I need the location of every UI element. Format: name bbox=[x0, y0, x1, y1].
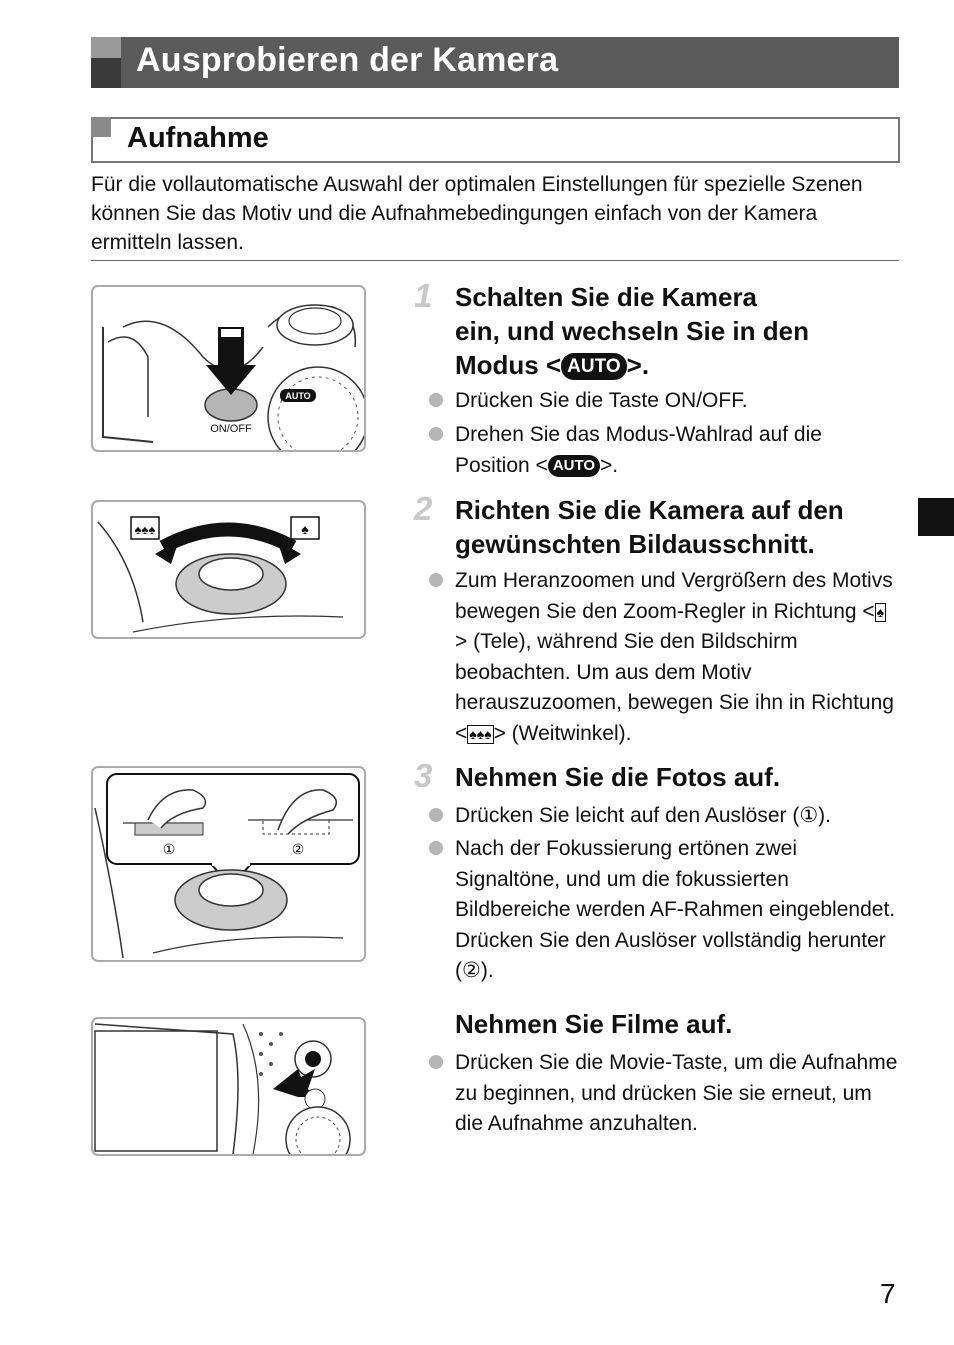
section-title: Aufnahme bbox=[127, 122, 269, 154]
illustration-movie-button bbox=[91, 1017, 366, 1156]
wide-angle-icon: ♠♠♠ bbox=[469, 725, 492, 742]
movie-title: Nehmen Sie Filme auf. bbox=[455, 1009, 733, 1039]
step-2-bullet-1: Zum Heranzoomen und Vergrößern des Motivs bewegen Sie den Zoom-Regler in Richtung < ♠> (Tele), während Sie den Bildschirm beobachten. Um aus dem Motiv herauszuzoomen, bewegen Sie ihn in Richtung < ♠♠♠> (Weitwinkel). bbox=[428, 566, 898, 749]
title-decor-square-dark bbox=[91, 58, 121, 88]
illustration-zoom-lever bbox=[91, 500, 366, 639]
step-1-bullet-1: Drücken Sie die Taste ON/OFF. bbox=[428, 386, 898, 417]
step-2-title: Richten Sie die Kamera auf den gewünschten Bildausschnitt. bbox=[455, 495, 844, 559]
intro-paragraph: Für die vollautomatische Auswahl der optimalen Einstellungen für spezielle Szenen können Sie das Motiv und die Aufnahmebedingungen einfach von der Kamera ermitteln lassen. bbox=[91, 173, 863, 254]
bullet-dot-icon bbox=[429, 427, 443, 441]
step-3-title: Nehmen Sie die Fotos auf. bbox=[455, 762, 781, 792]
step-number-3: 3 bbox=[414, 757, 433, 794]
bullet-dot-icon bbox=[429, 808, 443, 822]
step-1-bullet-2: Drehen Sie das Modus-Wahlrad auf die Position < AUTO >. bbox=[428, 420, 898, 481]
step-1-title-line-a: Schalten Sie die Kamera bbox=[455, 282, 758, 312]
step-number-1: 1 bbox=[414, 277, 433, 314]
tele-icon: ♠ bbox=[876, 603, 885, 620]
divider bbox=[91, 260, 899, 261]
auto-mode-icon: AUTO bbox=[561, 353, 626, 380]
full-press-label: ② bbox=[291, 841, 305, 857]
step-3-bullet-1: Drücken Sie leicht auf den Auslöser (①). bbox=[428, 801, 898, 832]
movie-bullet-1: Drücken Sie die Movie-Taste, um die Aufnahme zu beginnen, und drücken Sie sie erneut, um die Aufnahme anzuhalten. bbox=[428, 1048, 898, 1140]
step-1-title bbox=[455, 280, 905, 382]
step-3-bullet-2: Nach der Fokussierung ertönen zwei Signaltöne, und um die fokussierten Bildbereiche werden AF-Rahmen eingeblendet. Drücken Sie den Auslöser vollständig herunter (②). bbox=[428, 834, 898, 987]
bullet-dot-icon bbox=[429, 573, 443, 587]
step-1-title-line-c-pre: Modus < bbox=[455, 350, 562, 380]
onoff-label: ON/OFF bbox=[210, 423, 252, 435]
bullet-dot-icon bbox=[429, 1055, 443, 1069]
page-number: 7 bbox=[880, 1278, 896, 1309]
chapter-tab-marker bbox=[918, 498, 954, 536]
step-1-title-line-b: ein, und wechseln Sie in den bbox=[455, 316, 809, 346]
section-decor-square bbox=[91, 117, 111, 137]
illustration-power-button bbox=[91, 285, 366, 452]
page-title: Ausprobieren der Kamera bbox=[136, 41, 559, 79]
step-1-title-line-c-post: >. bbox=[626, 350, 650, 380]
svg-text:♠♠♠: ♠♠♠ bbox=[134, 522, 156, 537]
bullet-dot-icon bbox=[429, 841, 443, 855]
half-press-label: ① bbox=[162, 841, 176, 857]
bullet-dot-icon bbox=[429, 393, 443, 407]
auto-mode-icon: AUTO bbox=[548, 455, 600, 477]
illustration-shutter-press bbox=[91, 766, 366, 962]
step-number-2: 2 bbox=[414, 490, 433, 527]
svg-text:♠: ♠ bbox=[301, 521, 309, 537]
dial-auto-label: AUTO bbox=[285, 391, 311, 401]
